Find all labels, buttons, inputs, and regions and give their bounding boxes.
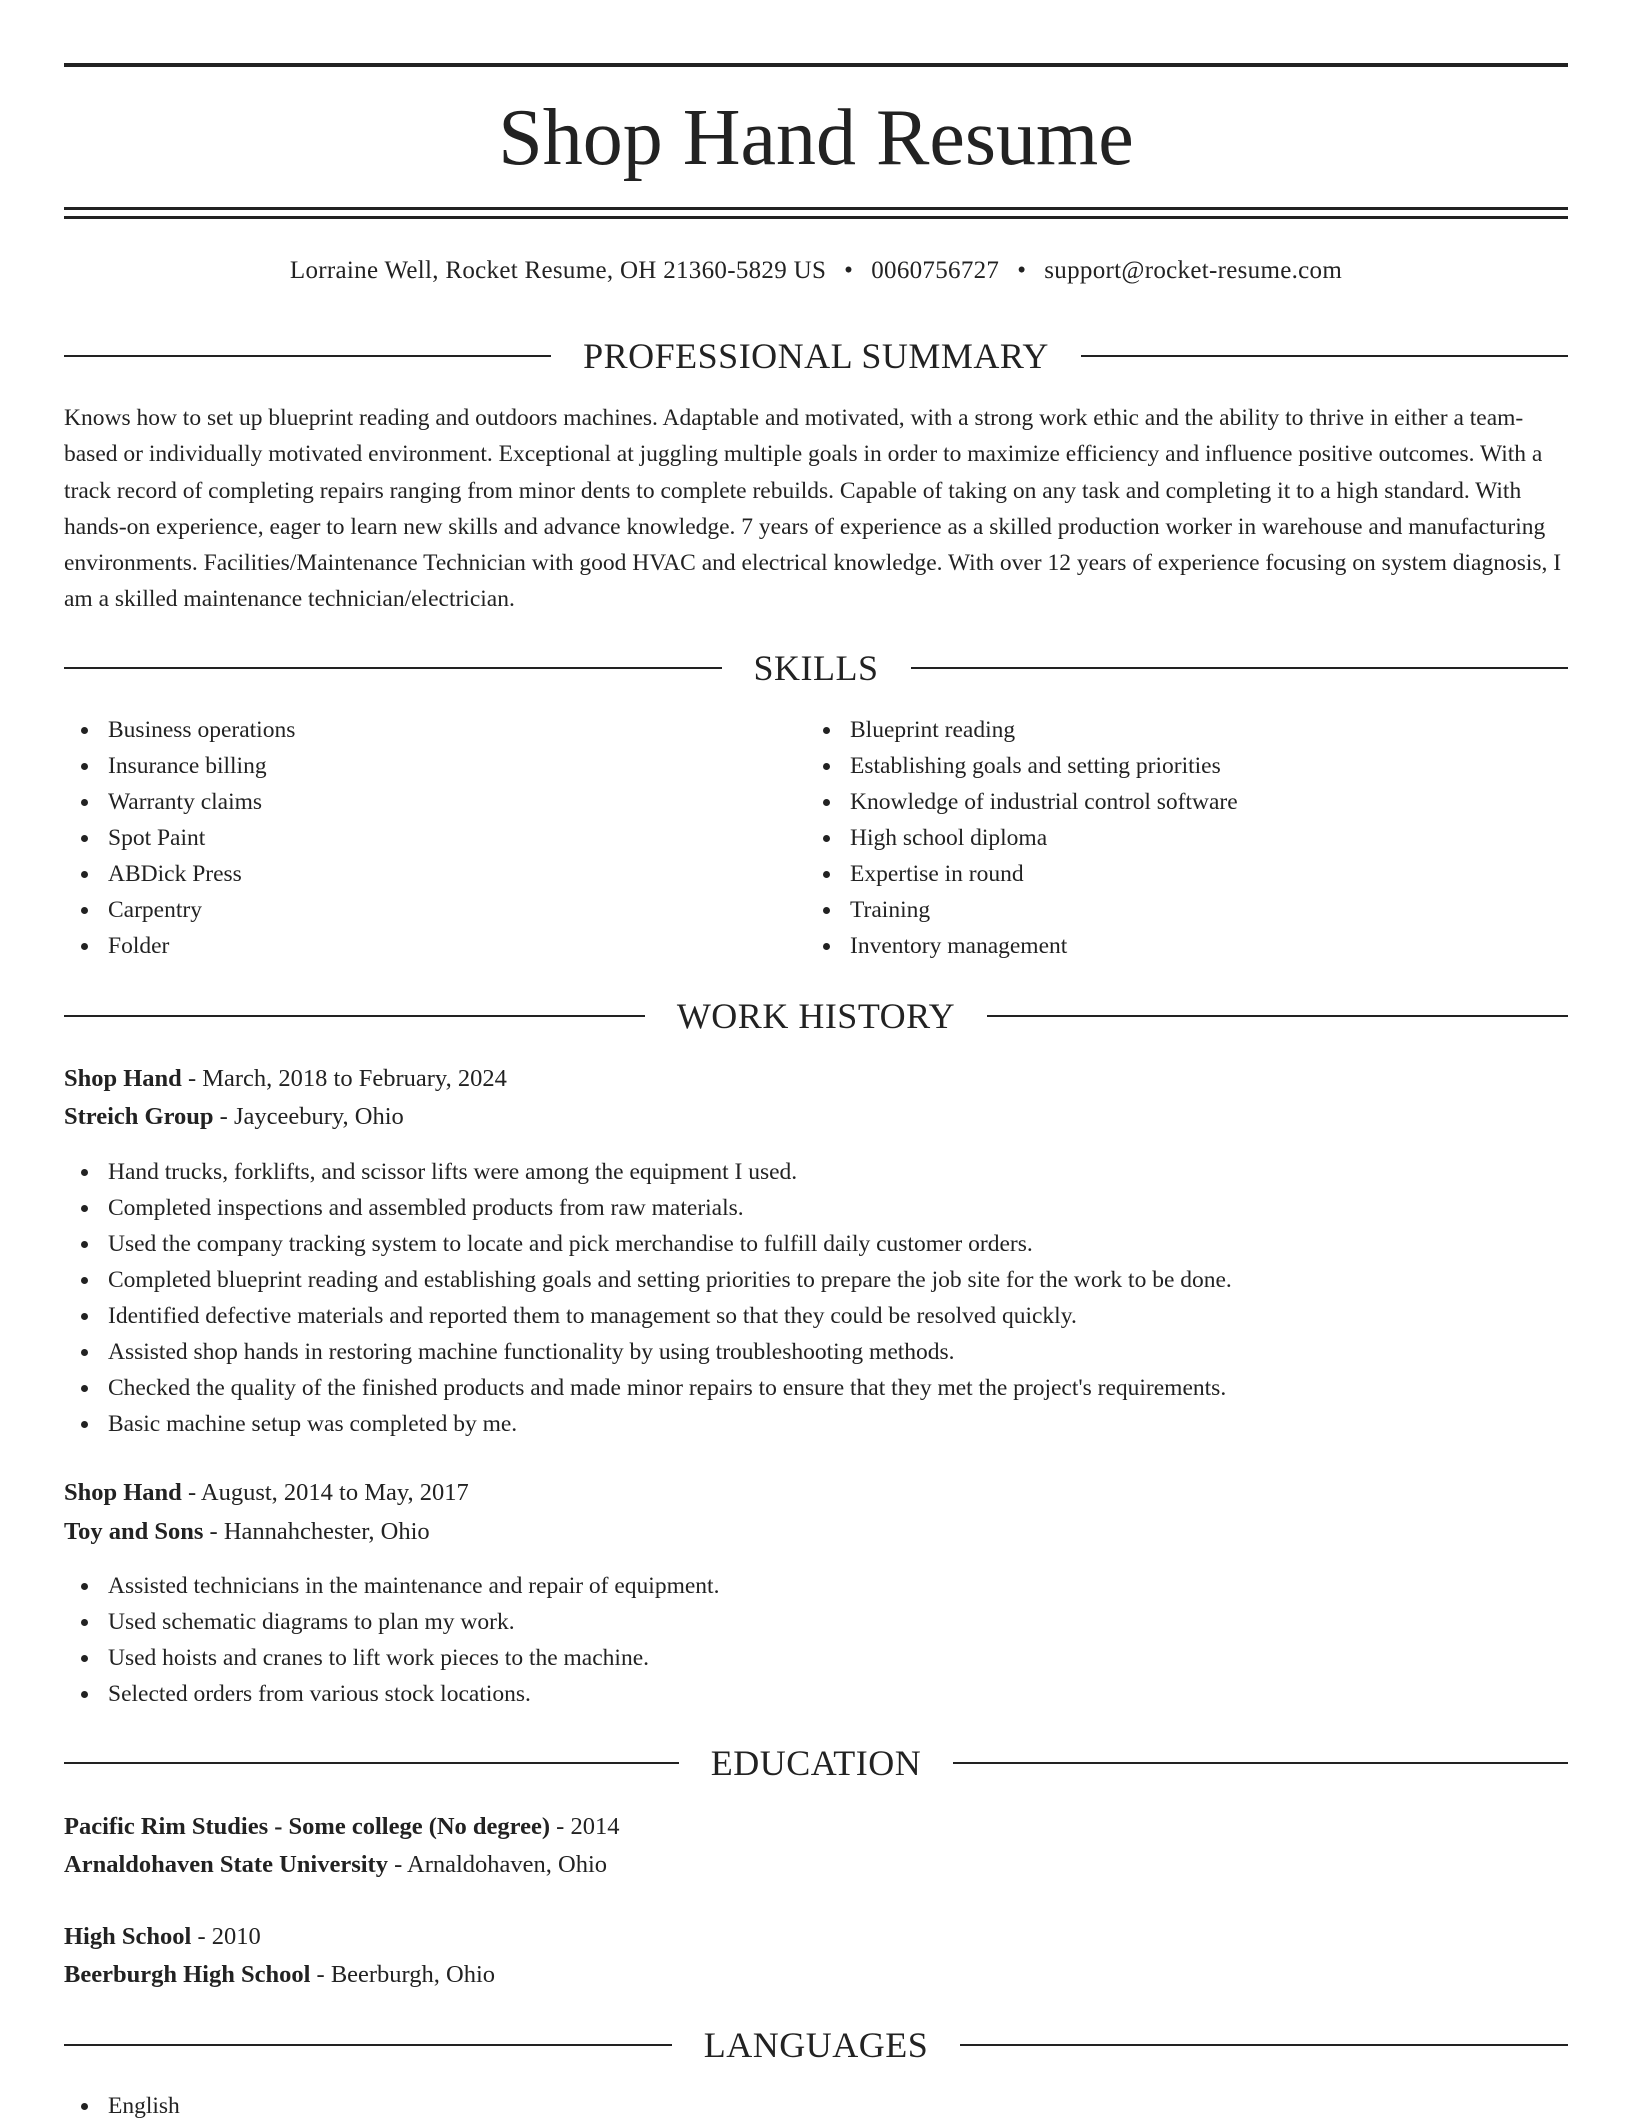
skill-item: Spot Paint (64, 820, 764, 856)
skills-list-left (64, 712, 764, 964)
skill-item: Business operations (64, 712, 764, 748)
skill-item: ABDick Press (64, 856, 764, 892)
contact-address: Lorraine Well, Rocket Resume, OH 21360-5829 US (289, 257, 827, 284)
title-double-rule-lower (64, 216, 1568, 219)
language-item: English (64, 2088, 1568, 2124)
skill-item: High school diploma (806, 820, 1566, 856)
education-location: Beerburgh, Ohio (330, 1961, 496, 1988)
section-title: LANGUAGES (703, 2025, 929, 2065)
job-title-line: Shop Hand - March, 2018 to February, 2024 (64, 1065, 507, 1092)
heading-rule (64, 2044, 672, 2046)
job-company-line: Toy and Sons - Hannahchester, Ohio (64, 1518, 430, 1545)
section-heading-education (64, 1739, 1568, 1787)
job-duty: Checked the quality of the finished products and made minor repairs to ensure that they met the project's requirements. (64, 1370, 1568, 1406)
job-duties-list (64, 1568, 1568, 1712)
job-duties-list (64, 1154, 1568, 1442)
summary-text: Knows how to set up blueprint reading and outdoors machines. Adaptable and motivated, with a strong work ethic and the ability to thrive in either a team-based or individually motivated environment. Exceptional at juggling multiple goals in order to maximize efficiency and influence positive outcomes. With a track record of completing repairs ranging from minor dents to complete rebuilds. Capable of taking on any task and completing it to a high standard. With hands-on experience, eager to learn new skills and advance knowledge. 7 years of experience as a skilled production worker in warehouse and manufacturing environments. Facilities/Maintenance Technician with good HVAC and electrical knowledge. With over 12 years of experience focusing on system diagnosis, I am a skilled maintenance technician/electrician. (64, 405, 1562, 613)
job-duty: Basic machine setup was completed by me. (64, 1406, 1568, 1442)
section-title: SKILLS (753, 648, 879, 688)
skill-item: Folder (64, 928, 764, 964)
job-title: Shop Hand (64, 1479, 182, 1506)
education-school: Arnaldohaven State University (64, 1851, 388, 1878)
top-rule (64, 63, 1568, 67)
education-school-line: Beerburgh High School - Beerburgh, Ohio (64, 1961, 496, 1988)
contact-line (64, 253, 1568, 289)
skill-item: Insurance billing (64, 748, 764, 784)
education-school-line: Arnaldohaven State University - Arnaldohaven, Ohio (64, 1851, 608, 1878)
heading-rule (64, 355, 551, 357)
contact-email: support@rocket-resume.com (1044, 257, 1343, 284)
education-degree: Pacific Rim Studies - Some college (No degree) (64, 1813, 551, 1840)
skills-list-right (806, 712, 1566, 964)
contact-separator: • (844, 257, 854, 284)
job-duty: Used schematic diagrams to plan my work. (64, 1604, 1568, 1640)
job-duty: Identified defective materials and reported them to management so that they could be resolved quickly. (64, 1298, 1568, 1334)
education-school: Beerburgh High School (64, 1961, 311, 1988)
section-heading-work (64, 992, 1568, 1040)
heading-rule (911, 667, 1569, 669)
skill-item: Blueprint reading (806, 712, 1566, 748)
job-title-line: Shop Hand - August, 2014 to May, 2017 (64, 1479, 469, 1506)
education-year: 2014 (570, 1813, 620, 1840)
resume-title: Shop Hand Resume (498, 94, 1134, 182)
heading-rule (64, 1015, 645, 1017)
job-dates: March, 2018 to February, 2024 (202, 1065, 507, 1092)
languages-list (64, 2088, 1568, 2124)
heading-rule (953, 1762, 1568, 1764)
heading-rule (960, 2044, 1568, 2046)
job-duty: Completed blueprint reading and establishing goals and setting priorities to prepare the job site for the work to be done. (64, 1262, 1568, 1298)
job-company: Toy and Sons (64, 1518, 204, 1545)
job-company-line: Streich Group - Jayceebury, Ohio (64, 1103, 404, 1130)
section-title: WORK HISTORY (676, 996, 956, 1036)
section-title: EDUCATION (710, 1743, 922, 1783)
job-location: Hannahchester, Ohio (223, 1518, 430, 1545)
contact-separator: • (1017, 257, 1027, 284)
job-company: Streich Group (64, 1103, 214, 1130)
job-duty: Assisted shop hands in restoring machine functionality by using troubleshooting methods. (64, 1334, 1568, 1370)
education-degree: High School (64, 1923, 192, 1950)
heading-rule (987, 1015, 1568, 1017)
contact-phone: 0060756727 (871, 257, 1000, 284)
job-location: Jayceebury, Ohio (233, 1103, 404, 1130)
job-duty: Selected orders from various stock locations. (64, 1676, 1568, 1712)
job-duty: Completed inspections and assembled products from raw materials. (64, 1190, 1568, 1226)
job-duty: Used the company tracking system to locate and pick merchandise to fulfill daily customer orders. (64, 1226, 1568, 1262)
section-heading-summary (64, 332, 1568, 380)
education-location: Arnaldohaven, Ohio (407, 1851, 608, 1878)
skill-item: Knowledge of industrial control software (806, 784, 1566, 820)
title-double-rule-upper (64, 207, 1568, 210)
skill-item: Warranty claims (64, 784, 764, 820)
heading-rule (1081, 355, 1568, 357)
skill-item: Expertise in round (806, 856, 1566, 892)
section-title: PROFESSIONAL SUMMARY (583, 336, 1049, 376)
section-heading-skills (64, 644, 1568, 692)
education-year: 2010 (211, 1923, 261, 1950)
heading-rule (64, 1762, 679, 1764)
job-title: Shop Hand (64, 1065, 182, 1092)
education-degree-line: High School - 2010 (64, 1923, 261, 1950)
skill-item: Training (806, 892, 1566, 928)
skill-item: Carpentry (64, 892, 764, 928)
job-dates: August, 2014 to May, 2017 (200, 1479, 469, 1506)
job-duty: Used hoists and cranes to lift work pieces to the machine. (64, 1640, 1568, 1676)
section-heading-languages (64, 2021, 1568, 2069)
skill-item: Establishing goals and setting priorities (806, 748, 1566, 784)
skill-item: Inventory management (806, 928, 1566, 964)
heading-rule (64, 667, 722, 669)
education-degree-line: Pacific Rim Studies - Some college (No degree) - 2014 (64, 1813, 620, 1840)
job-duty: Hand trucks, forklifts, and scissor lifts were among the equipment I used. (64, 1154, 1568, 1190)
job-duty: Assisted technicians in the maintenance and repair of equipment. (64, 1568, 1568, 1604)
